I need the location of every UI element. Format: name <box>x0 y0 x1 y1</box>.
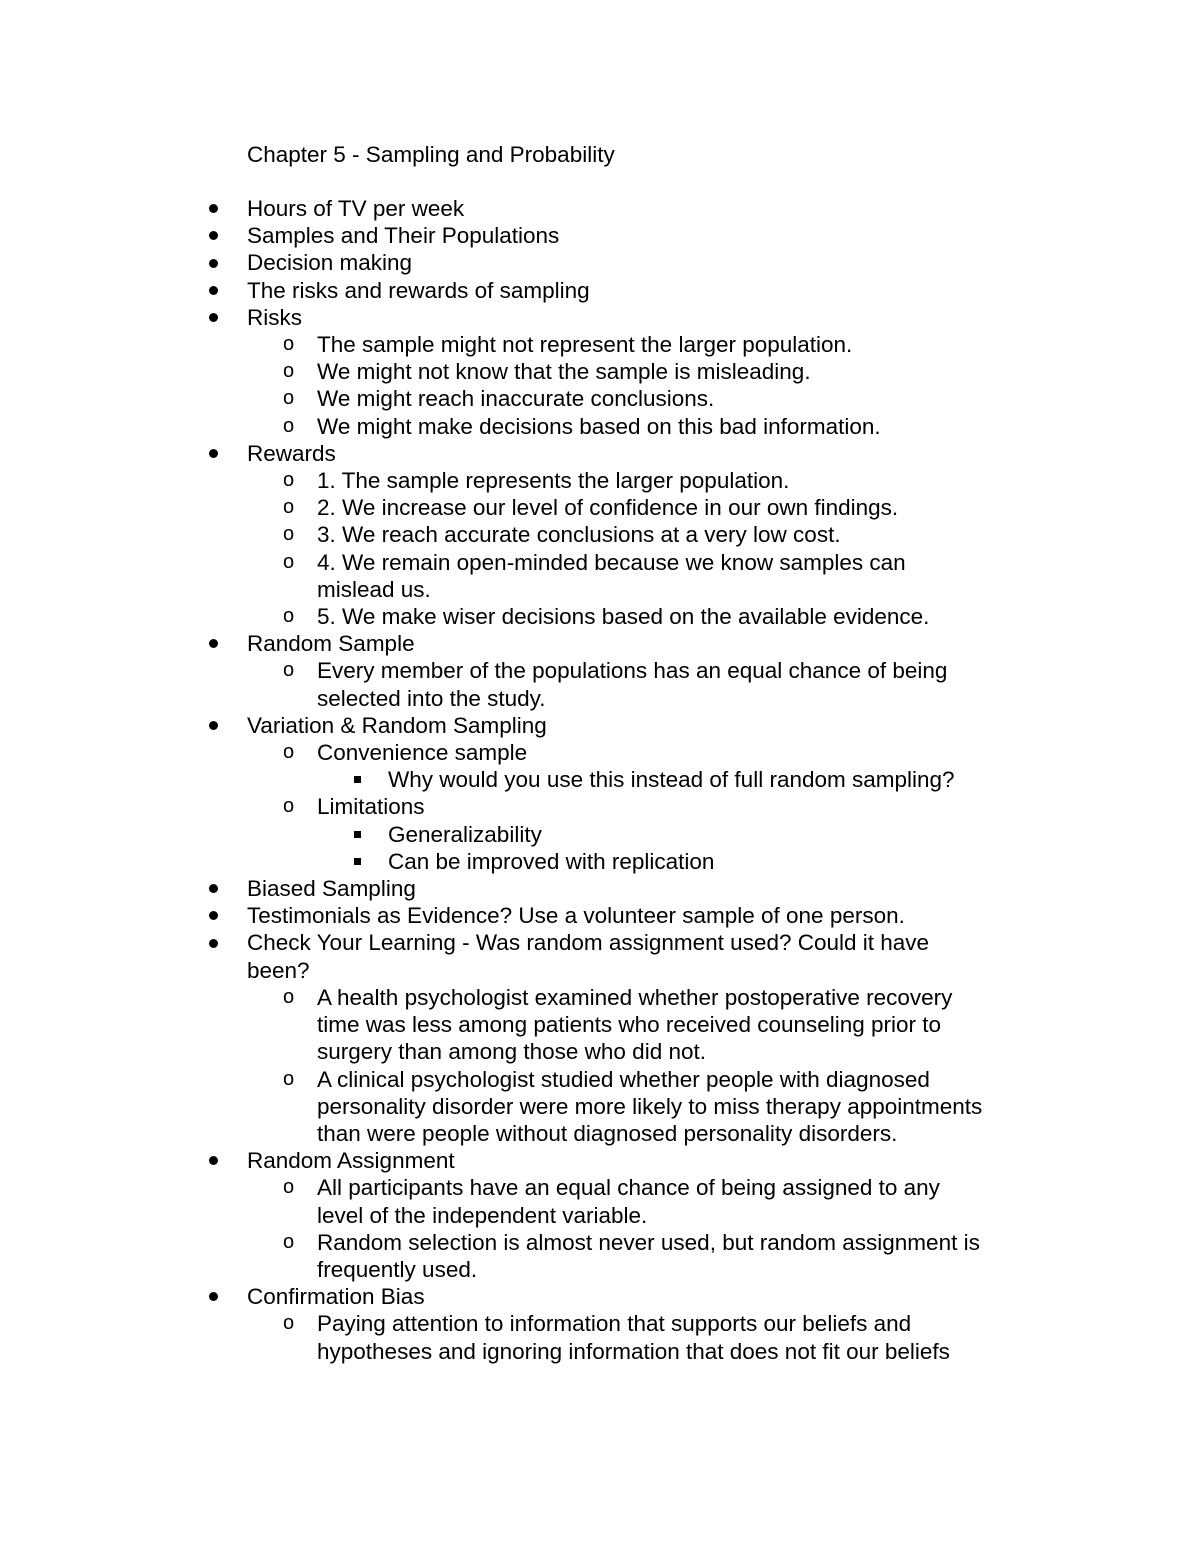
hollow-bullet-icon: o <box>283 523 295 546</box>
list-item: Decision making <box>0 249 1200 276</box>
outline-list <box>0 195 1200 1365</box>
sub-list-item: o 2. We increase our level of confidence in our own findings. <box>283 495 899 521</box>
filled-bullet-icon <box>209 929 218 956</box>
sub-list-item: o 3. We reach accurate conclusions at a very low cost. <box>283 522 841 548</box>
hollow-bullet-icon: o <box>283 414 295 437</box>
filled-bullet-icon <box>209 222 218 249</box>
hollow-bullet-icon: o <box>283 1230 295 1253</box>
hollow-bullet-icon: o <box>283 741 295 764</box>
sub-list-item: o Paying attention to information that supports our beliefs and hypotheses and ignoring information that does not fit our beliefs <box>283 1311 950 1364</box>
document-title: Chapter 5 - Sampling and Probability <box>247 142 615 167</box>
list-item: Rewards <box>0 440 1200 467</box>
list-item: Variation & Random Sampling <box>0 712 1200 739</box>
sub-list-item: o We might make decisions based on this bad information. <box>283 413 881 439</box>
square-bullet-icon <box>354 766 361 793</box>
hollow-bullet-icon: o <box>283 360 295 383</box>
hollow-bullet-icon: o <box>283 333 295 356</box>
filled-bullet-icon <box>209 195 218 222</box>
sub-list-item: o A clinical psychologist studied whether people with diagnosed personality disorder were more likely to miss therapy appointments than were people without diagnosed personality disorders. <box>283 1066 983 1146</box>
filled-bullet-icon <box>209 440 218 467</box>
filled-bullet-icon <box>209 630 218 657</box>
sub-list-item: o We might not know that the sample is misleading. <box>283 359 811 385</box>
list-item: Testimonials as Evidence? Use a volunteer sample of one person. <box>0 902 1200 929</box>
hollow-bullet-icon: o <box>283 550 295 573</box>
hollow-bullet-icon: o <box>283 496 295 519</box>
list-item: Confirmation Bias <box>0 1283 1200 1310</box>
sub-list-item: o Random selection is almost never used, but random assignment is frequently used. <box>283 1229 980 1282</box>
filled-bullet-icon <box>209 249 218 276</box>
sub-list-item: o 1. The sample represents the larger population. <box>283 468 790 494</box>
sub-list-item: o A health psychologist examined whether postoperative recovery time was less among patients who received counseling prior to surgery than among those who did not. <box>283 984 953 1065</box>
hollow-bullet-icon: o <box>283 605 295 628</box>
hollow-bullet-icon: o <box>283 1312 295 1335</box>
sub-list-item: o We might reach inaccurate conclusions. <box>283 386 715 412</box>
list-item: Risks <box>0 304 1200 331</box>
hollow-bullet-icon: o <box>283 985 295 1008</box>
sub-list-item: o The sample might not represent the larger population. <box>283 332 853 358</box>
list-item: Hours of TV per week <box>0 195 1200 222</box>
sub-list-item: o Limitations <box>283 794 425 820</box>
filled-bullet-icon <box>209 1283 218 1310</box>
filled-bullet-icon <box>209 304 218 331</box>
hollow-bullet-icon: o <box>283 469 295 492</box>
list-item: Random Sample <box>0 630 1200 657</box>
list-item: Biased Sampling <box>0 875 1200 902</box>
sub-list-item: o Every member of the populations has an equal chance of being selected into the study. <box>283 658 948 711</box>
sub-sub-list-item: Why would you use this instead of full random sampling? <box>0 766 1200 793</box>
filled-bullet-icon <box>209 1147 218 1174</box>
hollow-bullet-icon: o <box>283 387 295 410</box>
sub-sub-list-item: Generalizability <box>0 821 1200 848</box>
filled-bullet-icon <box>209 875 218 902</box>
hollow-bullet-icon: o <box>283 1067 295 1090</box>
square-bullet-icon <box>354 821 361 848</box>
hollow-bullet-icon: o <box>283 659 295 682</box>
list-item: The risks and rewards of sampling <box>0 277 1200 304</box>
sub-list-item: o All participants have an equal chance of being assigned to any level of the independent variable. <box>283 1175 940 1228</box>
list-item: Samples and Their Populations <box>0 222 1200 249</box>
filled-bullet-icon <box>209 277 218 304</box>
list-item: Random Assignment <box>0 1147 1200 1174</box>
filled-bullet-icon <box>209 712 218 739</box>
sub-sub-list-item: Can be improved with replication <box>0 848 1200 875</box>
filled-bullet-icon <box>209 902 218 929</box>
sub-list-item: o Convenience sample <box>283 740 528 766</box>
sub-list-item: o 4. We remain open-minded because we know samples can mislead us. <box>283 549 906 602</box>
square-bullet-icon <box>354 848 361 875</box>
list-item: Check Your Learning - Was random assignment used? Could it have been? <box>0 929 987 983</box>
hollow-bullet-icon: o <box>283 795 295 818</box>
sub-list-item: o 5. We make wiser decisions based on the available evidence. <box>283 604 930 630</box>
hollow-bullet-icon: o <box>283 1176 295 1199</box>
